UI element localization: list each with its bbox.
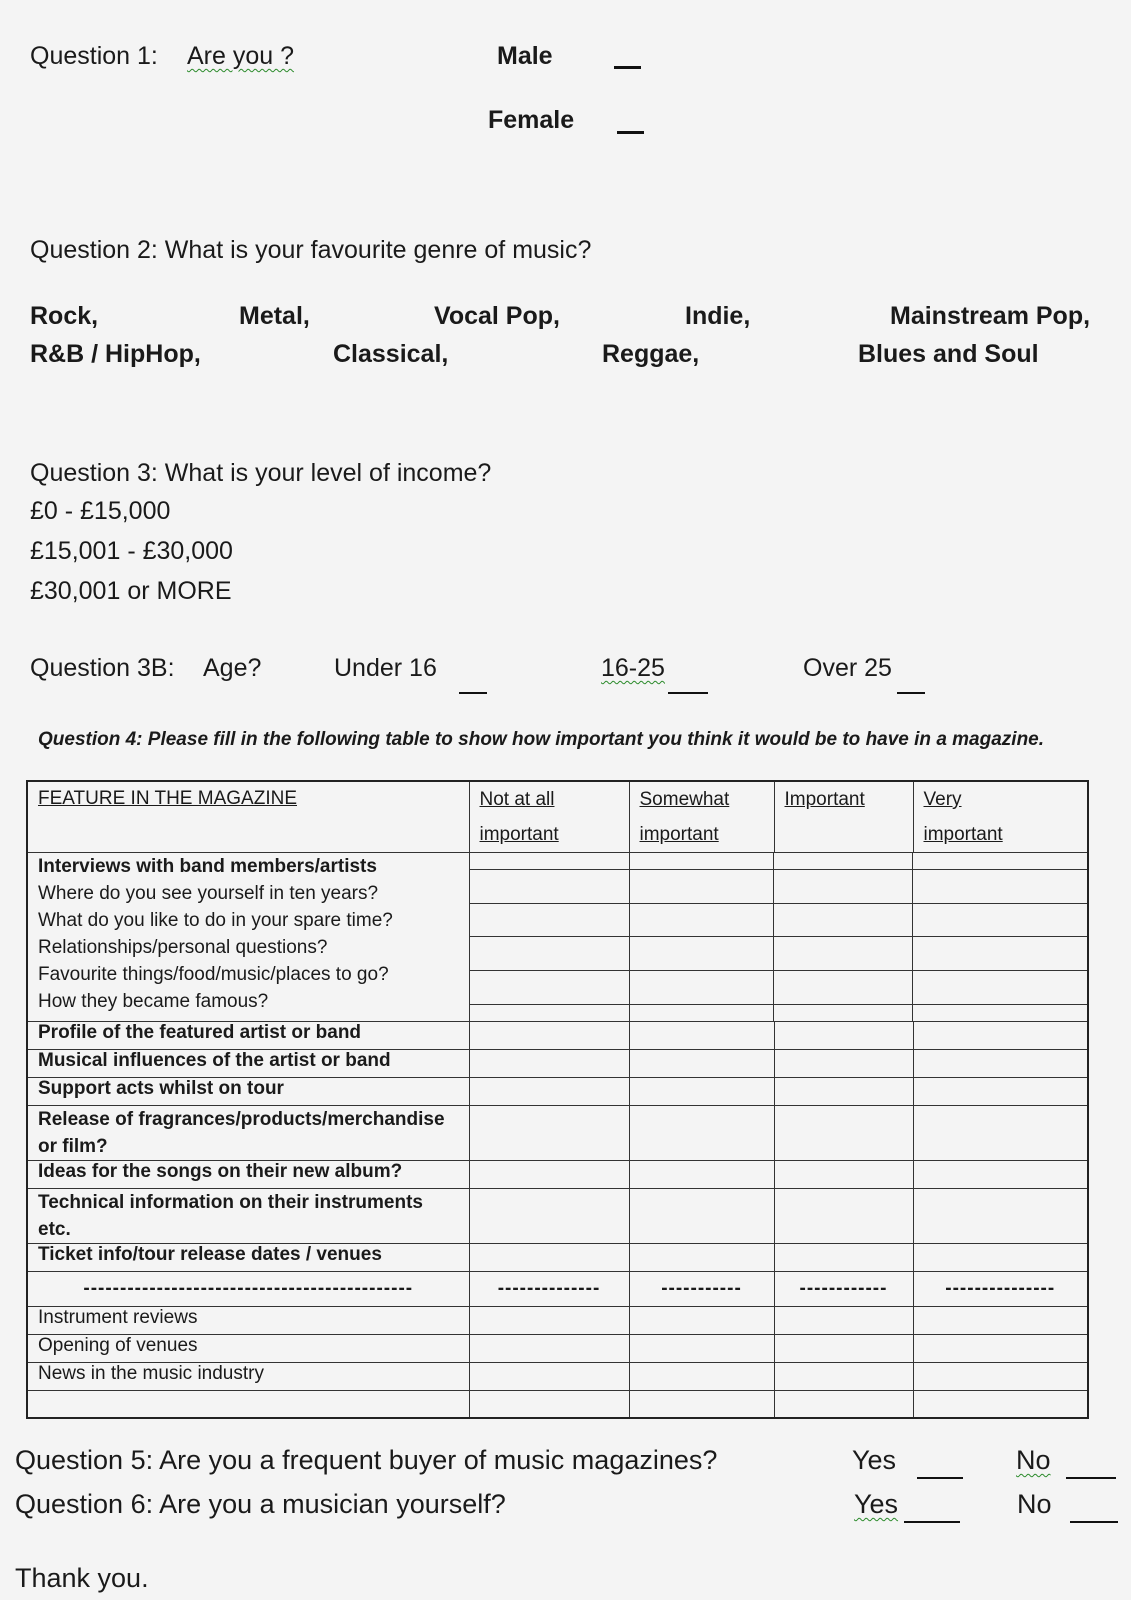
table-row [27,1022,1088,1050]
income-option-1: £0 - £15,000 [30,497,171,525]
genre-vocal-pop: Vocal Pop, [434,302,560,330]
row-technical-l1: Technical information on their instruments [38,1192,423,1213]
interview-item: Where do you see yourself in ten years? [38,883,379,904]
q1-female-blank[interactable] [617,131,644,134]
q6-yes [854,1489,898,1520]
col-not-at-all-l1: Not at all [479,789,555,810]
table-row [27,1363,1088,1391]
col-somewhat [629,781,774,853]
table-row [27,1189,1088,1244]
q5-text: Question 5: Are you a frequent buyer of music magazines? [15,1445,718,1475]
income-option-3: £30,001 or MORE [30,577,232,605]
table-header-row [27,781,1088,853]
row-technical [27,1189,469,1244]
table-row [27,1161,1088,1189]
q1-label: Question 1: [30,42,158,70]
table-row [27,1050,1088,1078]
separator-cell: ------------ [774,1272,913,1307]
row-influences: Musical influences of the artist or band [27,1050,469,1078]
interview-item: Favourite things/food/music/places to go? [38,964,389,985]
feature-table [26,780,1089,1419]
row-news: News in the music industry [27,1363,469,1391]
table-row [27,1106,1088,1161]
row-release-l1: Release of fragrances/products/merchandise [38,1109,445,1130]
q5-no [1016,1445,1051,1476]
row-support-acts: Support acts whilst on tour [27,1078,469,1106]
q2-text: Question 2: What is your favourite genre of music? [30,236,592,264]
interview-item: What do you like to do in your spare time? [38,910,393,931]
row-profile: Profile of the featured artist or band [27,1022,469,1050]
row-ticket: Ticket info/tour release dates / venues [27,1244,469,1272]
interviews-rating-area[interactable] [469,853,1088,1022]
age-over-25-blank[interactable] [897,692,925,694]
q6-text: Question 6: Are you a musician yourself? [15,1489,506,1519]
q4-text: Question 4: Please fill in the following table to show how important you think it would be to have in a magazine. [38,729,1045,750]
table-row-interviews [27,853,1088,1022]
q1-text-value: Are you ? [187,42,295,70]
col-somewhat-l2: important [639,824,719,845]
genre-classical: Classical, [333,340,449,368]
col-very-l2: important [923,824,1003,845]
row-release-l2: or film? [38,1136,108,1157]
q1-male-blank[interactable] [614,66,641,69]
interviews-title: Interviews with band members/artists [38,856,377,877]
interview-item: How they became famous? [38,991,269,1012]
age-over-25: Over 25 [803,654,892,682]
separator-cell: -------------- [469,1272,629,1307]
income-option-2: £15,001 - £30,000 [30,537,233,565]
age-16-25 [601,654,665,683]
genre-indie: Indie, [685,302,751,330]
col-not-at-all-l2: important [479,824,559,845]
q6-yes-blank[interactable] [904,1521,960,1523]
genre-mainstream-pop: Mainstream Pop, [890,302,1091,330]
interviews-cell [27,853,469,1022]
row-opening-venues: Opening of venues [27,1335,469,1363]
table-header-feature: FEATURE IN THE MAGAZINE [27,781,469,853]
row-instrument-reviews: Instrument reviews [27,1307,469,1335]
table-row [27,1307,1088,1335]
table-row [27,1335,1088,1363]
genre-rnb-hiphop: R&B / HipHop, [30,340,201,368]
age-under-16-blank[interactable] [459,692,487,694]
q1-text [187,42,294,71]
interviews-subgrid [470,853,1088,1021]
row-release [27,1106,469,1161]
q6-no: No [1017,1489,1052,1519]
col-very [913,781,1088,853]
genre-blues-soul: Blues and Soul [858,340,1039,368]
q1-option-male: Male [497,42,553,70]
table-separator-row [27,1272,1088,1307]
col-somewhat-l1: Somewhat [639,789,730,810]
col-very-l1: Very [923,789,962,810]
q3-text: Question 3: What is your level of income? [30,459,492,487]
table-row [27,1244,1088,1272]
q5-no-value: No [1016,1445,1051,1475]
table-row-empty [27,1391,1088,1418]
table-row [27,1078,1088,1106]
q5-yes-blank[interactable] [917,1477,963,1479]
genre-rock: Rock, [30,302,99,330]
q6-no-blank[interactable] [1070,1521,1118,1523]
q3b-text: Age? [203,654,262,682]
q5-no-blank[interactable] [1066,1477,1116,1479]
separator-cell: ----------- [629,1272,774,1307]
age-16-25-blank[interactable] [668,692,708,694]
q5-yes: Yes [852,1445,897,1475]
genre-metal: Metal, [239,302,310,330]
row-technical-l2: etc. [38,1219,71,1240]
genre-reggae: Reggae, [602,340,700,368]
q3b-label: Question 3B: [30,654,175,682]
row-ideas: Ideas for the songs on their new album? [27,1161,469,1189]
col-important-l1: Important [784,789,865,810]
col-important [774,781,913,853]
thank-you: Thank you. [15,1563,149,1593]
separator-cell: --------------- [913,1272,1088,1307]
separator-cell: --------------------------------------------- [27,1272,469,1307]
age-under-16: Under 16 [334,654,437,682]
q6-yes-value: Yes [854,1489,899,1519]
col-not-at-all [469,781,629,853]
interview-item: Relationships/personal questions? [38,937,328,958]
age-16-25-value: 16-25 [601,654,665,682]
q1-option-female: Female [488,106,575,134]
